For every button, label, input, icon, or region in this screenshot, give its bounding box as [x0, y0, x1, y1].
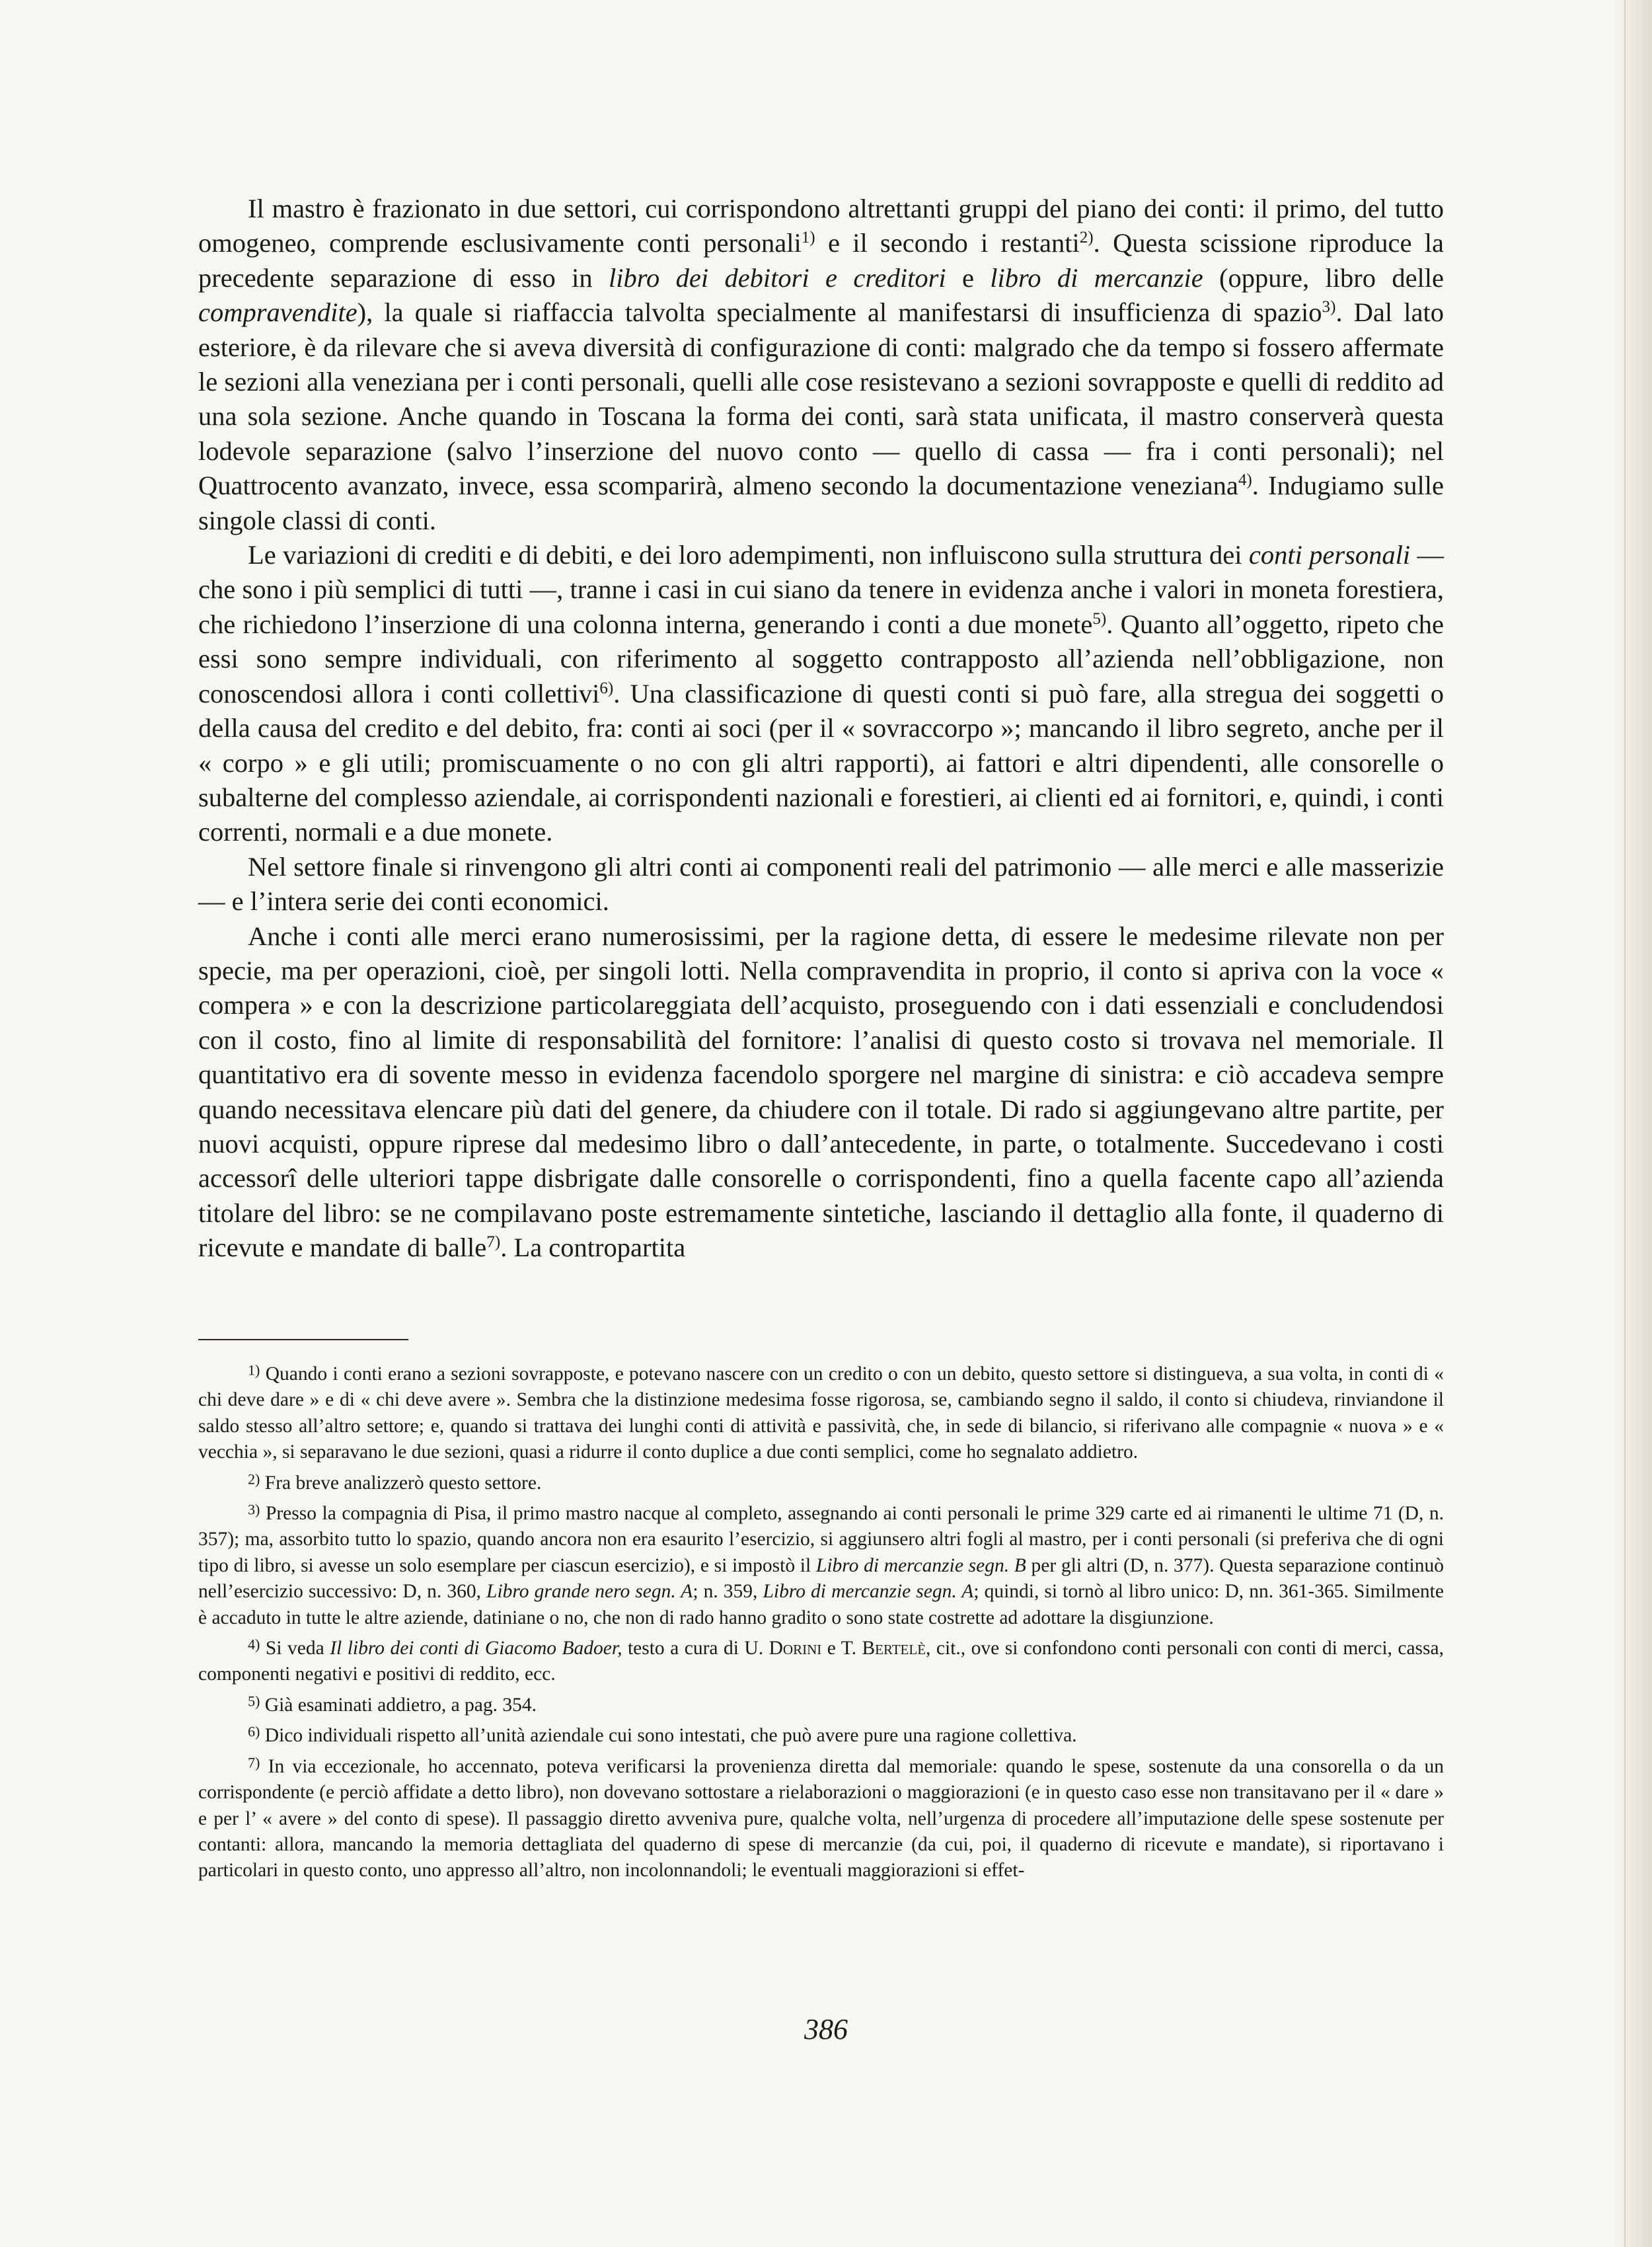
footnote-mark: 7) [248, 1753, 260, 1771]
footnote-mark: 6) [248, 1723, 260, 1740]
footnote-2: $^{2)}$ Fra breve analizzerò questo settore. [248, 1470, 542, 1494]
footnote-3: $^{3)}$ Presso la compagnia di Pisa, il primo mastro nacque al completo, assegnando ai conti personali le prime 329 carte ed ai rimanenti le ultime 71 (D, n. 357); ma, assorbito tutto lo spazio, quando ancora non era esaurito l’esercizio, si aggiunsero altri fogli al mastro, per i conti personali (si preferiva che di ogni tipo di libro, si avesse un solo esemplare per ciascun esercizio), e si impostò il Libro di mercanzie segn. B per gli altri (D, n. 377). Questa separazione continuò nell’esercizio successivo: D, n. 360, Libro grande nero segn. A; n. 359, Libro di mercanzie segn. A; quindi, si tornò al libro unico: D, nn. 361-365. Similmente è accaduto in tutte le altre aziende, datiniane o no, che non di rado hanno gradito o sono state costrette ad adottare la disgiunzione. [198, 1501, 1444, 1628]
footnote-mark: 5) [248, 1693, 260, 1710]
footnote-7: $^{7)}$ In via eccezionale, ho accennato, poteva verificarsi la provenienza diretta dal memoriale: quando le spese, sostenute da una consorella o da un corrispondente (e perciò affidate a detto libro), non dovevano sottostare a rielaborazioni o maggiorazioni (e in questo caso esse non transitavano per il « dare » e per l’ « avere » del conto di spese). Il passaggio diretto avveniva pure, qualche volta, nell’urgenza di procedere all’imputazione delle spese sostenute per contanti: allora, mancando la memoria dettagliata del quaderno di spese di mercanzie (da cui, poi, il quaderno di ricevute e mandate), si riportavano i particolari in questo conto, uno appresso all’altro, non incolonnandoli; le eventuali maggiorazioni si effet- [198, 1753, 1444, 1882]
italic-title: Libro di mercanzie segn. B [815, 1554, 1026, 1576]
paragraph-3: Nel settore finale si rinvengono gli altri conti ai componenti reali del patrimonio — alle merci e alle masserizie — e l’intera serie dei conti economici. [198, 851, 1444, 917]
footnote-mark: 3) [248, 1501, 260, 1518]
footnote-ref-1: 1) [801, 229, 815, 247]
footnote-mark: 1) [248, 1361, 260, 1379]
footnote-ref-7: 7) [486, 1233, 501, 1252]
paragraph-2: Le variazioni di crediti e di debiti, e dei loro adempimenti, non influiscono sulla struttura dei conti personali — che sono i più semplici di tutti —, tranne i casi in cui siano da tenere in evidenza anche i valori in moneta forestiera, che richiedono l’inserzione di una colonna interna, generando i conti a due monete$^{5)}$. Quanto all’oggetto, ripeto che essi sono sempre individuali, con riferimento al soggetto contrapposto all’azienda nell’obbligazione, non conoscendosi allora i conti collettivi$^{6)}$. Una classificazione di questi conti si può fare, alla stregua dei soggetti o della causa del credito e del debito, fra: conti ai soci (per il « sovraccorpo »; mancando il libro segreto, anche per il « corpo » e gli utili; promiscuamente o no con gli altri rapporti), ai fattori e altri dipendenti, alle consorelle o subalterne del complesso aziendale, ai corrispondenti nazionali e forestieri, ai clienti ed ai fornitori, e, quindi, i conti correnti, normali e a due monete. [198, 540, 1445, 847]
footnote-6: $^{6)}$ Dico individuali rispetto all’unità aziendale cui sono intestati, che può avere pure una ragione collettiva. [248, 1723, 1077, 1747]
footnote-ref-6: 6) [599, 679, 614, 697]
footnote-ref-5: 5) [1092, 610, 1107, 628]
footnote-4: $^{4)}$ Si veda Il libro dei conti di Giacomo Badoer, testo a cura di U. Dorini e T. Bertelè, cit., ove si confondono conti personali con conti di merci, cassa, componenti negativi e positivi di reddito, ecc. [198, 1636, 1444, 1685]
italic-title: Libro grande nero segn. A [486, 1581, 693, 1603]
paragraph-4: Anche i conti alle merci erano numerosissimi, per la ragione detta, di essere le medesime rilevate non per specie, ma per operazioni, cioè, per singoli lotti. Nella compravendita in proprio, il conto si apriva con la voce « compera » e con la descrizione particolareggiata dell’acquisto, proseguendo con i dati essenziali e concludendosi con il costo, fino al limite di responsabilità del fornitore: l’analisi di questo costo si trovava nel memoriale. Il quantitativo era di sovente messo in evidenza facendolo sporgere nel margine di sinistra: e ciò accadeva sempre quando necessitava elencare più dati del genere, da chiudere con il totale. Di rado si aggiungevano altre partite, per nuovi acquisti, oppure riprese dal medesimo libro o dall’antecedente, in parte, o totalmente. Succedevano i costi accessorî delle ulteriori tappe disbrigate dalle consorelle o corrispondenti, fino a quella facente capo all’azienda titolare del libro: se ne compilavano poste estremamente sintetiche, lasciando il dettaglio alla fonte, il quaderno di ricevute e mandate di balle$^{7)}$. La contropartita [198, 921, 1444, 1263]
author-name: Dorini [769, 1638, 822, 1659]
footnote-1: $^{1)}$ Quando i conti erano a sezioni sovrapposte, e potevano nascere con un credito o con un debito, questo settore si distingueva, a sua volta, in conti di « chi deve dare » e di « chi deve avere ». Sembra che la distinzione medesima fosse rigorosa, se, cambiando segno il saldo, il conto si chiudeva, rinviandone il saldo stesso all’altro settore; e, quando si trattava dei lunghi conti di attività e passività, che, in sede di bilancio, si riferivano alle compagnie « nuova » e « vecchia », si separavano le due sezioni, quasi a ridurre il conto duplice a due conti semplici, come ho segnalato addietro. [198, 1361, 1444, 1463]
footnote-ref-3: 3) [1322, 298, 1336, 317]
footnote-separator [198, 1339, 408, 1340]
body-text [198, 192, 1444, 1266]
page-edge-line [1624, 0, 1626, 2247]
footnotes [198, 1361, 1444, 1884]
footnote-mark: 2) [248, 1470, 260, 1487]
author-name: Bertelè [862, 1638, 926, 1659]
footnote-ref-4: 4) [1238, 471, 1252, 490]
page-edge-shadow [1612, 0, 1652, 2247]
footnote-mark: 4) [248, 1636, 260, 1653]
page-number: 386 [804, 2013, 848, 2045]
italic-term: libro di mercanzie [990, 262, 1203, 293]
footnote-5: $^{5)}$ Già esaminati addietro, a pag. 354. [248, 1693, 537, 1716]
italic-term: conti personali [1248, 540, 1411, 570]
italic-term: libro dei debitori e creditori [609, 262, 946, 293]
footnote-ref-2: 2) [1079, 229, 1094, 247]
italic-title: Libro di mercanzie segn. A [763, 1581, 974, 1603]
paragraph-1: Il mastro è frazionato in due settori, cui corrispondono altrettanti gruppi del piano dei conti: il primo, del tutto omogeneo, comprende esclusivamente conti personali$^{1)}$ e il secondo i restanti$^{2)}$. Questa scissione riproduce la precedente separazione di esso in libro dei debitori e creditori e libro di mercanzie (oppure, libro delle compravendite), la quale si riaffaccia talvolta specialmente al manifestarsi di insufficienza di spazio$^{3)}$. Dal lato esteriore, è da rilevare che si aveva diversità di configurazione di conti: malgrado che da tempo si fossero affermate le sezioni alla veneziana per i conti personali, quelli alle cose resistevano a sezioni sovrapposte e quelli di reddito ad una sola sezione. Anche quando in Toscana la forma dei conti, sarà stata unificata, il mastro conserverà questa lodevole separazione (salvo l’inserzione del nuovo conto — quello di cassa — fra i conti personali); nel Quattrocento avanzato, invece, essa scomparirà, almeno secondo la documentazione veneziana$^{4)}$. Indugiamo sulle singole classi di conti. [198, 194, 1445, 535]
italic-term: compravendite [198, 297, 357, 328]
italic-title: Il libro dei conti di Giacomo Badoer, [330, 1638, 622, 1659]
